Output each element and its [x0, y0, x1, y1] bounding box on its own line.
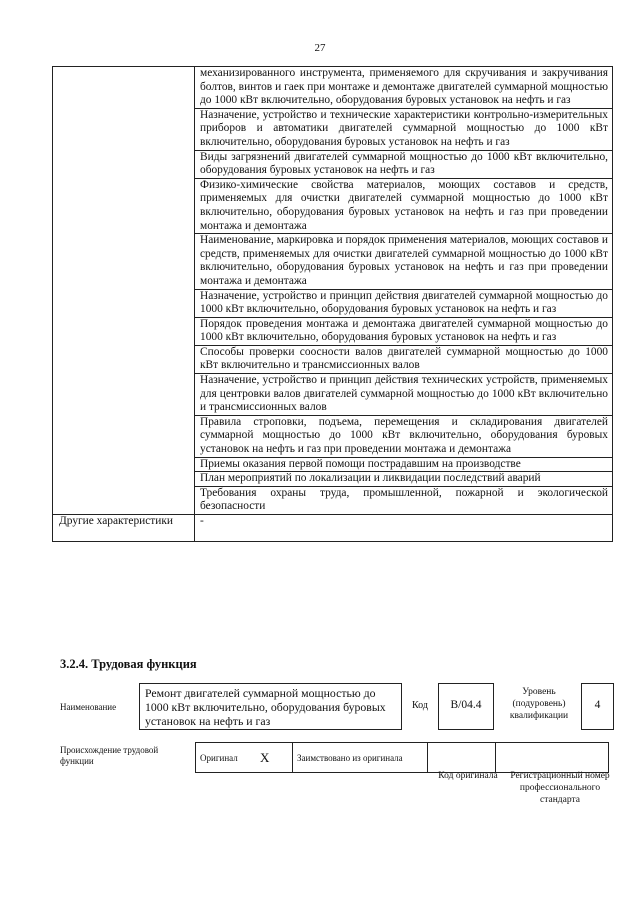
original-label: Оригинал — [196, 743, 257, 773]
knowledge-item: Назначение, устройство и принцип действия технических устройств, применяемых для центровки валов двигателей суммарной мощностью до 1000 кВт включительно и трансмиссионных валов — [195, 374, 613, 416]
knowledge-item: Приемы оказания первой помощи пострадавшим на производстве — [195, 457, 613, 472]
knowledge-item: механизированного инструмента, применяемого для скручивания и закручивания болтов, винтов и гаек при монтаже и демонтаже двигателей суммарной мощностью до 1000 кВт включительно, оборудования буровых установок на нефть и газ — [195, 67, 613, 109]
knowledge-table — [52, 66, 613, 542]
other-characteristics-value: - — [195, 515, 613, 542]
name-label: Наименование — [60, 702, 117, 712]
origin-label: Происхождение трудовой функции — [60, 745, 159, 766]
knowledge-item: План мероприятий по локализации и ликвидации последствий аварий — [195, 472, 613, 487]
other-characteristics-label: Другие характеристики — [53, 515, 195, 542]
code-original-caption: Код оригинала — [438, 771, 498, 781]
function-code-value: B/04.4 — [438, 683, 494, 730]
table-row — [53, 515, 613, 542]
borrowed-label: Заимствовано из оригинала — [293, 743, 428, 773]
original-mark: X — [256, 743, 293, 773]
qualification-level-value: 4 — [581, 683, 614, 730]
knowledge-item: Требования охраны труда, промышленной, пожарной и экологической безопасности — [195, 486, 613, 514]
origin-table — [195, 742, 609, 773]
knowledge-item: Правила строповки, подъема, перемещения и складирования двигателей суммарной мощностью до 1000 кВт включительно, оборудования буровых установок на нефть и газ при проведении монтажа и демонтажа — [195, 415, 613, 457]
knowledge-item: Назначение, устройство и технические характеристики контрольно-измерительных приборов и автоматики двигателей суммарной мощностью до 1000 кВт включительно, оборудования буровых установок на нефть и газ — [195, 108, 613, 150]
knowledge-item: Наименование, маркировка и порядок применения материалов, моющих составов и средств, применяемых для очистки двигателей суммарной мощностью до 1000 кВт включительно, оборудования буровых установок на нефть и газ при проведении монтажа и демонтажа — [195, 234, 613, 289]
knowledge-item: Физико-химические свойства материалов, моющих составов и средств, применяемых для очистки двигателей суммарной мощностью до 1000 кВт включительно, оборудования буровых установок на нефть и газ при проведении монтажа и демонтажа — [195, 178, 613, 233]
row-label-cell — [53, 67, 195, 515]
knowledge-item: Виды загрязнений двигателей суммарной мощностью до 1000 кВт включительно, оборудования буровых установок на нефть и газ — [195, 150, 613, 178]
level-label: Уровень (подуровень) квалификации — [509, 687, 569, 721]
reg-number-cell — [496, 743, 609, 773]
table-row — [53, 67, 613, 109]
knowledge-item: Порядок проведения монтажа и демонтажа двигателей суммарной мощностью до 1000 кВт включительно, оборудования буровых установок на нефть и газ — [195, 317, 613, 345]
section-title: 3.2.4. Трудовая функция — [60, 657, 197, 671]
page-number: 27 — [314, 42, 326, 54]
reg-number-caption: Регистрационный номер профессионального стандарта — [510, 771, 610, 805]
function-name-value: Ремонт двигателей суммарной мощностью до 1000 кВт включительно, оборудования буровых установок на нефть и газ — [139, 683, 402, 730]
knowledge-item: Способы проверки соосности валов двигателей суммарной мощностью до 1000 кВт включительно и трансмиссионных валов — [195, 345, 613, 373]
code-original-cell — [428, 743, 496, 773]
knowledge-item: Назначение, устройство и принцип действия двигателей суммарной мощностью до 1000 кВт включительно, оборудования буровых установок на нефть и газ — [195, 289, 613, 317]
code-label: Код — [412, 700, 428, 711]
